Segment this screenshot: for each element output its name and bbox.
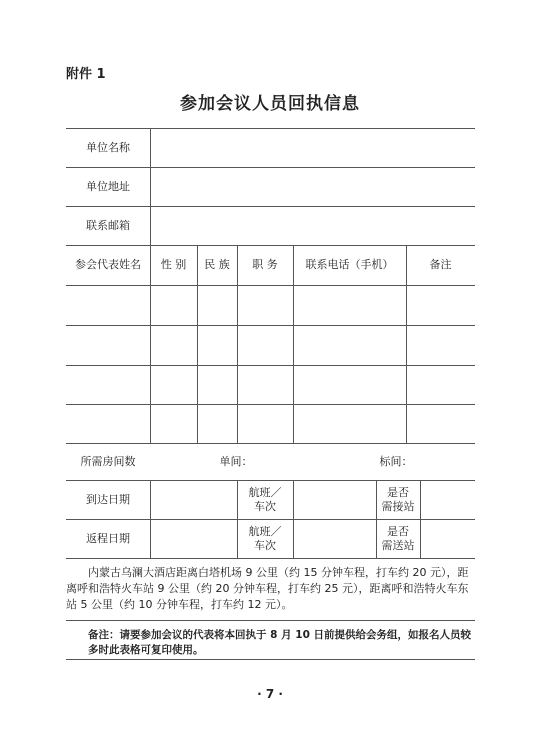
attendee-row[interactable]	[66, 404, 475, 443]
hotel-note	[66, 565, 475, 613]
arrival-date-label: 到达日期	[86, 492, 130, 506]
rooms-label: 所需房间数	[80, 454, 136, 468]
email-label: 联系邮箱	[86, 218, 130, 232]
header-name: 参会代表姓名	[75, 258, 141, 271]
header-gender: 性 别	[160, 258, 187, 271]
arrival-flight-field[interactable]	[294, 480, 376, 519]
registration-form	[66, 128, 475, 558]
unit-name-label: 单位名称	[86, 140, 130, 154]
header-remarks: 备注	[429, 258, 452, 271]
page-number: · 7 ·	[257, 687, 283, 701]
attendee-row[interactable]	[66, 365, 475, 404]
arrival-date-field[interactable]	[151, 480, 237, 519]
bottom-divider	[66, 659, 475, 660]
attendee-row[interactable]	[66, 285, 475, 325]
header-position: 职 务	[252, 258, 278, 271]
attendee-row[interactable]	[66, 325, 475, 365]
return-date-field[interactable]	[151, 519, 237, 558]
remark-text: 备注：请要参加会议的代表将本回执于 8 月 10 日前提供给会务组，如报名人员较多时此表格可复印使用。	[88, 629, 472, 656]
return-flight-label: 航班／ 车次	[248, 524, 282, 552]
remark-block	[66, 620, 475, 658]
dropoff-field[interactable]	[421, 519, 475, 558]
header-phone: 联系电话（手机）	[305, 258, 394, 271]
hotel-note-text: 内蒙古乌澜大酒店距离白塔机场 9 公里（约 15 分钟车程，打车约 20 元），距离呼和浩特火车站 9 公里（约 20 分钟车程，打车约 25 元），距离呼和浩特火车东站 5 公里（约 10 分钟车程，打车约 12 元）。	[66, 566, 469, 611]
unit-name-field[interactable]	[151, 128, 474, 167]
return-date-label: 返程日期	[86, 531, 130, 545]
page-title: 参加会议人员回执信息	[180, 94, 360, 114]
unit-address-field[interactable]	[151, 167, 474, 206]
single-room-label: 单间：	[219, 454, 253, 468]
dropoff-label: 是否 需送站	[381, 524, 415, 552]
header-ethnicity: 民 族	[204, 258, 230, 271]
arrival-flight-label: 航班／ 车次	[248, 485, 282, 513]
attachment-label: 附件 1	[66, 67, 106, 82]
email-field[interactable]	[151, 206, 474, 245]
pickup-label: 是否 需接站	[381, 485, 415, 513]
return-flight-field[interactable]	[294, 519, 376, 558]
standard-room-label: 标间：	[379, 454, 413, 468]
pickup-field[interactable]	[421, 480, 475, 519]
unit-address-label: 单位地址	[86, 179, 130, 193]
